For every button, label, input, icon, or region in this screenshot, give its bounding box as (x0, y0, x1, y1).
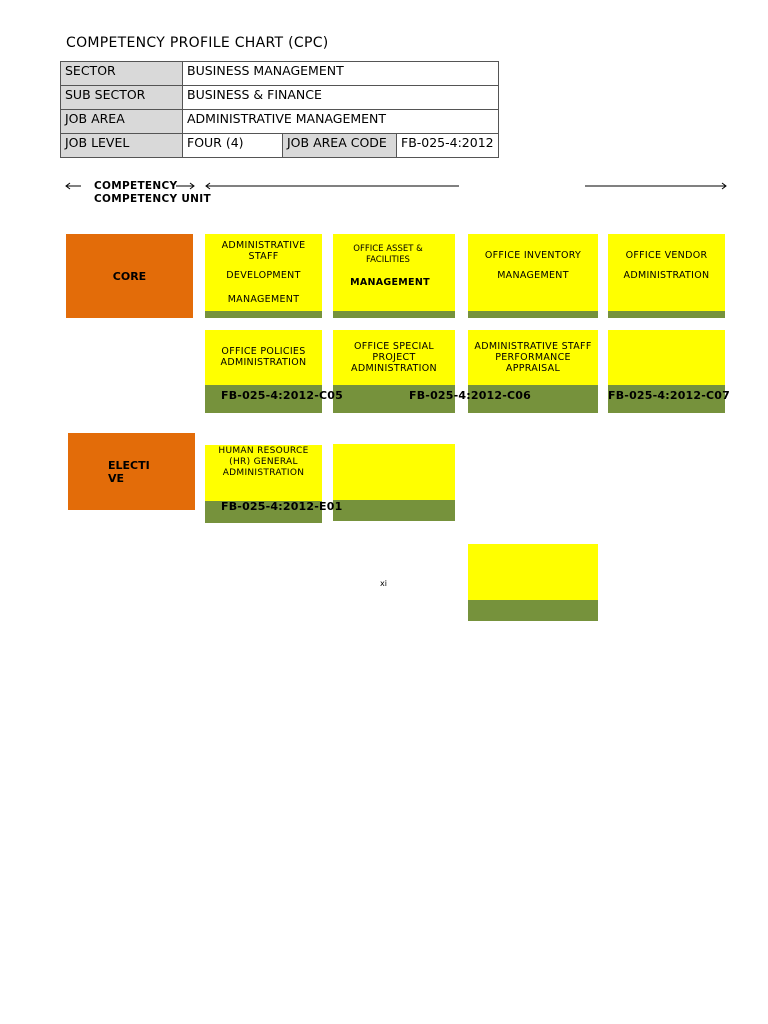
sector-label: SECTOR (61, 62, 183, 86)
category-elective-label: ELECTI VE (108, 458, 150, 485)
unit-c02-line2: MANAGEMENT (350, 277, 430, 288)
unit-blank-extra-title-area (468, 544, 598, 600)
info-table (60, 61, 499, 158)
unit-c05-title: OFFICE POLICIES ADMINISTRATION (220, 346, 307, 368)
sub-sector-value: BUSINESS & FINANCE (183, 86, 499, 110)
unit-c07-title: ADMINISTRATIVE STAFF PERFORMANCE APPRAISAL (474, 341, 592, 374)
unit-c06-title: OFFICE SPECIAL PROJECT ADMINISTRATION (351, 341, 437, 374)
job-area-label: JOB AREA (61, 110, 183, 134)
unit-c06-code: FB-025-4:2012-C06 (409, 389, 532, 402)
unit-e01-code: FB-025-4:2012-E01 (221, 500, 343, 513)
page-number: xi (380, 579, 387, 588)
unit-c05-code: FB-025-4:2012-C05 (221, 389, 344, 402)
job-area-code-value: FB-025-4:2012 (397, 134, 499, 158)
unit-c01-line2: DEVELOPMENT (226, 270, 301, 281)
unit-c04 (608, 234, 725, 318)
unit-c04-line2: ADMINISTRATION (623, 270, 710, 281)
unit-c03-line2: MANAGEMENT (497, 270, 569, 281)
job-level-label: JOB LEVEL (61, 134, 183, 158)
unit-blank-e02-code-area (333, 500, 455, 521)
unit-blank-extra-code-area (468, 600, 598, 621)
sector-value: BUSINESS MANAGEMENT (183, 62, 499, 86)
job-area-code-label: JOB AREA CODE (283, 134, 397, 158)
job-area-value: ADMINISTRATIVE MANAGEMENT (183, 110, 499, 134)
unit-c04-line1: OFFICE VENDOR (625, 250, 708, 261)
unit-blank-e02-title-area (333, 444, 455, 500)
category-elective (68, 433, 195, 510)
unit-blank-r2-title-area (608, 330, 725, 385)
legend-competency-unit: COMPETENCY UNIT (94, 193, 211, 205)
category-core-label: CORE (112, 269, 147, 283)
category-core (66, 234, 193, 318)
unit-c04-code-area (608, 311, 725, 318)
sub-sector-label: SUB SECTOR (61, 86, 183, 110)
unit-c07-code: FB-025-4:2012-C07 (608, 389, 731, 402)
unit-c03-line1: OFFICE INVENTORY (484, 250, 582, 261)
legend-competency: COMPETENCY (94, 180, 178, 192)
unit-c01 (205, 234, 322, 318)
page-title: COMPETENCY PROFILE CHART (CPC) (66, 35, 329, 51)
unit-c01-line3: MANAGEMENT (227, 294, 300, 305)
unit-blank-extra (468, 544, 598, 621)
unit-c01-code-area (205, 311, 322, 318)
unit-c03-code-area (468, 311, 598, 318)
unit-c02 (333, 234, 455, 318)
unit-e01-title: HUMAN RESOURCE (HR) GENERAL ADMINISTRATION (218, 446, 309, 478)
unit-c01-line1: ADMINISTRATIVE STAFF (221, 240, 306, 262)
unit-c03 (468, 234, 598, 318)
unit-blank-e02 (333, 444, 455, 521)
unit-c02-code-area (333, 311, 455, 318)
job-level-value: FOUR (4) (183, 134, 283, 158)
unit-c02-line1: OFFICE ASSET & FACILITIES (353, 244, 423, 265)
